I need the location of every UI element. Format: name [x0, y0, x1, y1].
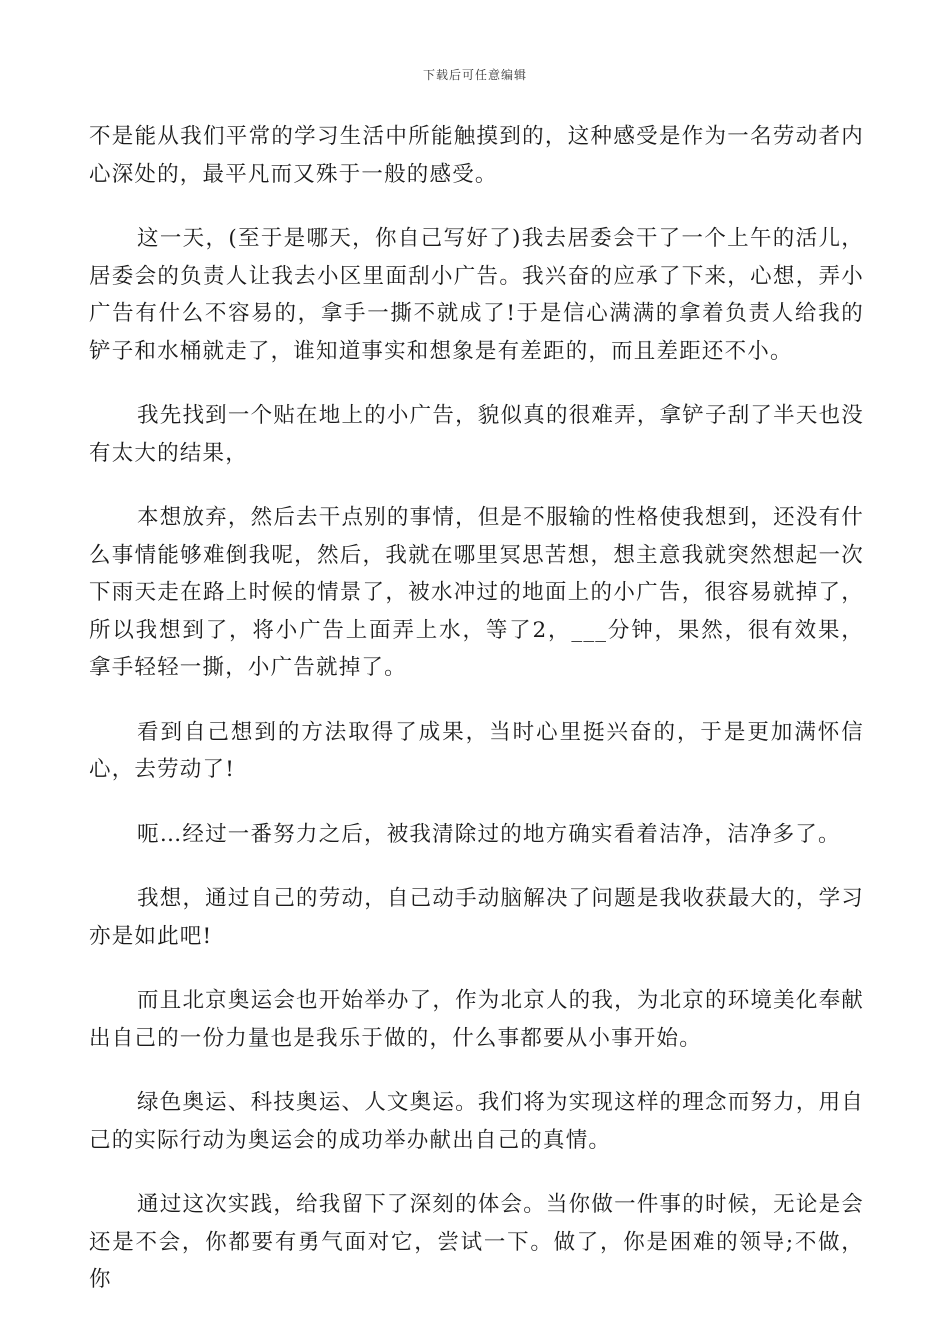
paragraph: 通过这次实践，给我留下了深刻的体会。当你做一件事的时候，无论是会还是不会，你都要有勇气面对它，尝试一下。做了，你是困难的领导;不做，你: [89, 1192, 864, 1292]
page-header: 下载后可任意编辑: [422, 68, 527, 82]
paragraph: 绿色奥运、科技奥运、人文奥运。我们将为实现这样的理念而努力，用自己的实际行动为奥运会的成功举办献出自己的真情。: [89, 1090, 864, 1153]
document-body: [89, 118, 864, 1292]
paragraph: 我先找到一个贴在地上的小广告，貌似真的很难弄，拿铲子刮了半天也没有太大的结果，: [89, 403, 864, 466]
paragraph: 而且北京奥运会也开始举办了，作为北京人的我，为北京的环境美化奉献出自己的一份力量也是我乐于做的，什么事都要从小事开始。: [89, 988, 864, 1051]
paragraph: 这一天，(至于是哪天，你自己写好了)我去居委会干了一个上午的活儿，居委会的负责人让我去小区里面刮小广告。我兴奋的应承了下来，心想，弄小广告有什么不容易的，拿手一撕不就成了!于是信心满满的拿着负责人给我的铲子和水桶就走了，谁知道事实和想象是有差距的，而且差距还不小。: [89, 226, 864, 364]
paragraph: 我想，通过自己的劳动，自己动手动脑解决了问题是我收获最大的，学习亦是如此吧!: [89, 886, 864, 949]
paragraph: 不是能从我们平常的学习生活中所能触摸到的，这种感受是作为一名劳动者内心深处的，最平凡而又殊于一般的感受。: [89, 124, 864, 187]
paragraph: 看到自己想到的方法取得了成果，当时心里挺兴奋的，于是更加满怀信心，去劳动了!: [89, 719, 864, 782]
paragraph: 本想放弃，然后去干点别的事情，但是不服输的性格使我想到，还没有什么事情能够难倒我呢，然后，我就在哪里冥思苦想，想主意我就突然想起一次下雨天走在路上时候的情景了，被水冲过的地面上的小广告，很容易就掉了，所以我想到了，将小广告上面弄上水，等了2，___分钟，果然，很有效果，拿手轻轻一撕，小广告就掉了。: [89, 505, 864, 680]
paragraph: 呃…经过一番努力之后，被我清除过的地方确实看着洁净，洁净多了。: [137, 821, 841, 847]
